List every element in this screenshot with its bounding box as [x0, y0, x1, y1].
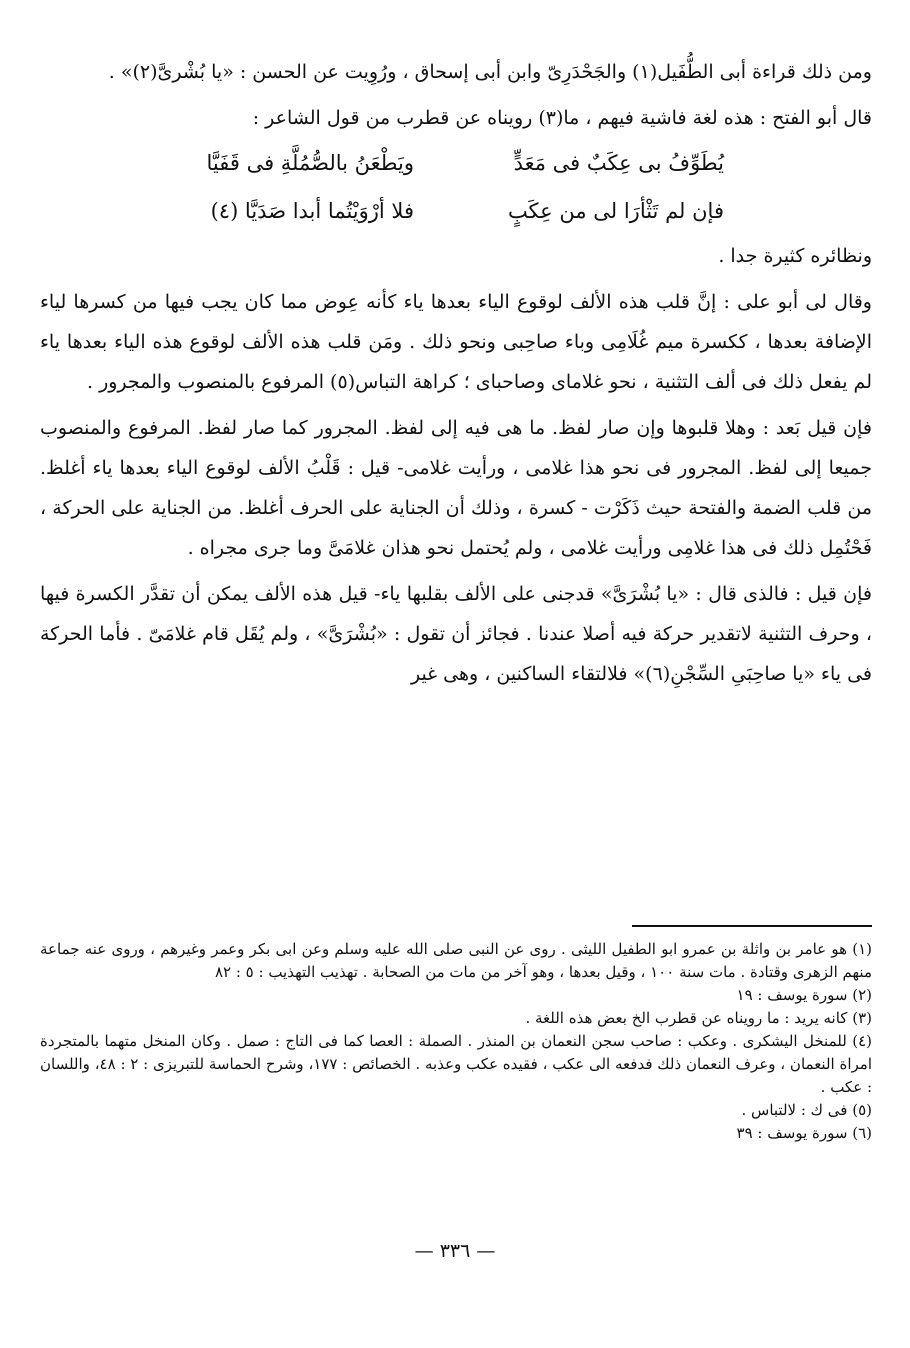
footnote-2: (٢) سورة يوسف : ١٩: [736, 986, 872, 1004]
footnotes: [40, 938, 872, 1145]
page-number: — ٣٣٦ —: [414, 1240, 496, 1262]
verse-2-second-hemistich: فلا أرْوَيْتُما أبدا صَدَيَّا (٤): [210, 199, 414, 223]
poem-verses: [40, 140, 872, 236]
footnote-4: (٤) للمنخل اليشكرى . وعكب : صاحب سجن النعمان بن المنذر . الصملة : العصا كما فى التاج : صمل . وكان المنخل متهما بالمتجردة امراة النعمان ، وعرف النعمان ذلك فدفعه الى عكب ، فقيده عكب وعذبه . الخصائص : ١٧٧، وشرح الحماسة للتبريزى : ٢ : ٤٨، واللسان : عكب .: [40, 1032, 872, 1096]
footnote-3: (٣) كانه يريد : ما رويناه عن قطرب الخ بعض هذه اللغة .: [525, 1009, 872, 1027]
paragraph-5: فإن قيل بَعد : وهلا قلبوها وإن صار لفظ. ما هى فيه إلى لفظ. المجرور كما صار لفظ. المرفوع والمنصوب جميعا إلى لفظ. المجرور فى نحو هذا غلامى ، ورأيت غلامى- قيل : قَلْبُ الألف لوقوع الياء بعدها ياء أغلظ. من قلب الضمة والفتحة حيث ذَكَرْت - كسرة ، وذلك أن الجناية على الحرف أغلظ. من الجناية على الحركة ، فَحْتُمِل ذلك فى هذا غلامِى ورأيت غلامى ، ولم يُحتمل نحو هذان غلامَىَّ وما جرى مجراه .: [40, 417, 872, 559]
paragraph-4: وقال لى أبو على : إنَّ قلب هذه الألف لوقوع الياء بعدها ياء كأنه عِوض مما كان يجب فيها من كسرها لياء الإضافة بعدها ، ككسرة ميم غُلَامِى وباء صاحِبى ونحو ذلك . ومَن قلب هذه الألف لوقوع هذه الياء بعدها ياء لم يفعل ذلك فى ألف التثنية ، نحو غلاماى وصاحباى ؛ كراهة التباس(٥) المرفوع بالمنصوب والمجرور .: [40, 291, 872, 393]
verse-1-first-hemistich: يُطَوِّفُ بى عِكَبٌ فى مَعَدٍّ: [513, 151, 724, 175]
footnote-divider: [632, 925, 872, 927]
footnote-1: (١) هو عامر بن واثلة بن عمرو ابو الطفيل الليثى . روى عن النبى صلى الله عليه وسلم وعن ابى بكر وعمر وغيرهم ، وروى عنه جماعة منهم الزهرى وقتادة . مات سنة ١٠٠ ، وقيل بعدها ، وهو آخر من مات من الصحابة . تهذيب التهذيب : ٥ : ٨٢: [40, 940, 872, 981]
paragraph-6: فإن قيل : فالذى قال : «يا بُشْرَىَّ» قدجنى على الألف بقلبها ياء- قيل هذه الألف يمكن أن تقدَّر الكسرة فيها ، وحرف التثنية لاتقدير حركة فيه أصلا عندنا . فجائز أن تقول : «بُشْرَىَّ» ، ولم يُقَل قام غلامَىّ . فأما الحركة فى ياء «يا صاحِبَىِ السِّجْنِ(٦)» فلالتقاء الساكنين ، وهى غير: [40, 583, 872, 685]
footnote-5: (٥) فى ك : لالتباس .: [741, 1101, 872, 1119]
main-text: [40, 52, 872, 694]
verse-2-first-hemistich: فإن لم تَثْأرَا لى من عِكَبٍ: [507, 199, 724, 223]
paragraph-2: قال أبو الفتح : هذه لغة فاشية فيهم ، ما(٣) رويناه عن قطرب من قول الشاعر :: [252, 107, 872, 129]
paragraph-3: ونظائره كثيرة جدا .: [718, 245, 872, 267]
verse-1-second-hemistich: ويَطْعَنُ بالصُّمُلَّةِ فى قَفَيَّا: [206, 151, 414, 175]
footnote-6: (٦) سورة يوسف : ٣٩: [736, 1124, 872, 1142]
paragraph-1: ومن ذلك قراءة أبى الطُّفَيل(١) والجَحْدَرِىّ وابن أبى إسحاق ، ورُوِيت عن الحسن : «يا بُشْرىَّ(٢)» .: [108, 61, 872, 83]
